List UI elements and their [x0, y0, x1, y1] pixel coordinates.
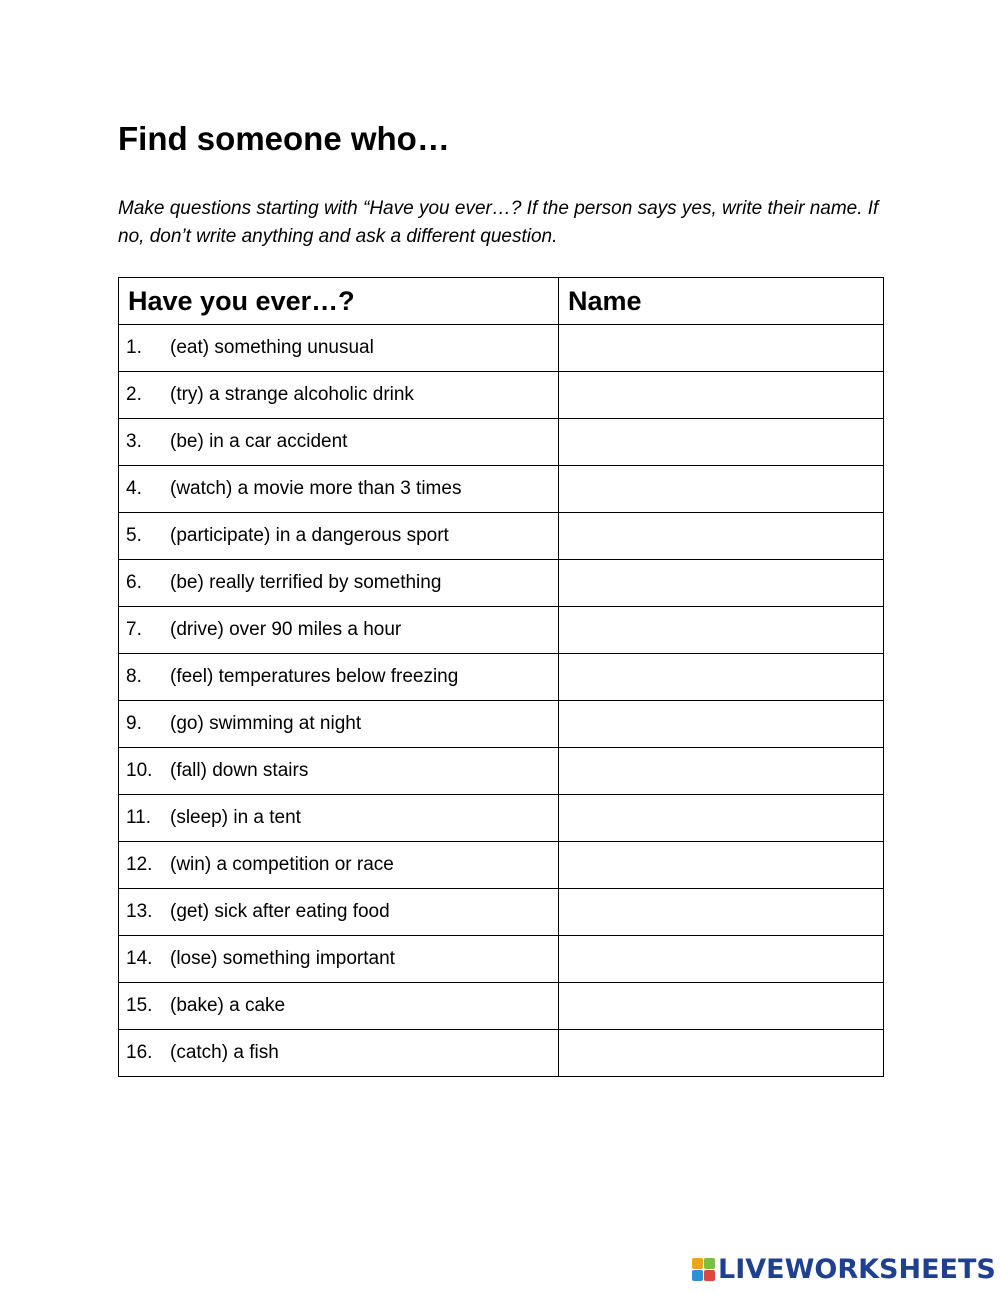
- question-number: 2.: [126, 384, 142, 405]
- question-cell: [119, 983, 559, 1030]
- table-row: [119, 513, 884, 560]
- name-answer-field[interactable]: [559, 419, 884, 466]
- question-text: (go) swimming at night: [170, 713, 362, 734]
- table-row: [119, 325, 884, 372]
- question-cell: [119, 325, 559, 372]
- question-cell: [119, 701, 559, 748]
- question-number: 14.: [126, 948, 153, 969]
- question-text: (try) a strange alcoholic drink: [170, 384, 414, 405]
- question-number: 7.: [126, 619, 142, 640]
- table-row: [119, 748, 884, 795]
- question-text: (be) really terrified by something: [170, 572, 442, 593]
- question-text: (feel) temperatures below freezing: [170, 666, 459, 687]
- name-answer-field[interactable]: [559, 560, 884, 607]
- name-answer-field[interactable]: [559, 654, 884, 701]
- table-body: [119, 325, 884, 1077]
- logo-square-4: [704, 1270, 715, 1281]
- liveworksheets-logo-icon: [692, 1258, 715, 1281]
- question-text: (watch) a movie more than 3 times: [170, 478, 462, 499]
- question-cell: [119, 1030, 559, 1077]
- question-number: 11.: [126, 807, 152, 828]
- question-number: 10.: [126, 760, 153, 781]
- header-name: Name: [559, 278, 884, 325]
- question-number: 9.: [126, 713, 142, 734]
- name-answer-field[interactable]: [559, 795, 884, 842]
- brand-name: LIVEWORKSHEETS: [718, 1253, 996, 1285]
- question-number: 4.: [126, 478, 142, 499]
- question-text: (fall) down stairs: [170, 760, 309, 781]
- question-text: (win) a competition or race: [170, 854, 394, 875]
- question-number: 8.: [126, 666, 142, 687]
- question-text: (be) in a car accident: [170, 431, 348, 452]
- name-answer-field[interactable]: [559, 748, 884, 795]
- table-header-row: [119, 278, 884, 325]
- name-answer-field[interactable]: [559, 842, 884, 889]
- question-cell: [119, 607, 559, 654]
- question-number: 3.: [126, 431, 142, 452]
- question-cell: [119, 889, 559, 936]
- table-row: [119, 654, 884, 701]
- logo-square-2: [704, 1258, 715, 1269]
- logo-square-1: [692, 1258, 703, 1269]
- question-text: (lose) something important: [170, 948, 395, 969]
- logo-square-3: [692, 1270, 703, 1281]
- question-cell: [119, 936, 559, 983]
- table-row: [119, 372, 884, 419]
- question-cell: [119, 513, 559, 560]
- question-text: (eat) something unusual: [170, 337, 374, 358]
- question-cell: [119, 560, 559, 607]
- question-number: 16.: [126, 1042, 153, 1063]
- question-text: (sleep) in a tent: [170, 807, 301, 828]
- question-text: (drive) over 90 miles a hour: [170, 619, 402, 640]
- name-answer-field[interactable]: [559, 466, 884, 513]
- question-number: 1.: [126, 337, 142, 358]
- question-cell: [119, 654, 559, 701]
- question-number: 13.: [126, 901, 153, 922]
- table-row: [119, 1030, 884, 1077]
- question-cell: [119, 795, 559, 842]
- table-row: [119, 795, 884, 842]
- question-text: (get) sick after eating food: [170, 901, 390, 922]
- find-someone-table: [118, 277, 884, 1077]
- question-text: (bake) a cake: [170, 995, 286, 1016]
- question-text: (participate) in a dangerous sport: [170, 525, 449, 546]
- name-answer-field[interactable]: [559, 701, 884, 748]
- question-cell: [119, 372, 559, 419]
- page-title: Find someone who…: [118, 120, 450, 157]
- question-cell: [119, 748, 559, 795]
- table-row: [119, 842, 884, 889]
- name-answer-field[interactable]: [559, 936, 884, 983]
- table-row: [119, 560, 884, 607]
- name-answer-field[interactable]: [559, 607, 884, 654]
- name-answer-field[interactable]: [559, 372, 884, 419]
- name-answer-field[interactable]: [559, 325, 884, 372]
- table-row: [119, 466, 884, 513]
- question-number: 6.: [126, 572, 142, 593]
- question-text: (catch) a fish: [170, 1042, 279, 1063]
- question-number: 15.: [126, 995, 153, 1016]
- instructions-text: Make questions starting with “Have you ever…? If the person says yes, write their name. If no, don’t write anything and ask a different question.: [118, 198, 879, 247]
- question-number: 5.: [126, 525, 142, 546]
- question-cell: [119, 419, 559, 466]
- name-answer-field[interactable]: [559, 1030, 884, 1077]
- name-answer-field[interactable]: [559, 983, 884, 1030]
- table-row: [119, 889, 884, 936]
- liveworksheets-brand: [692, 1254, 996, 1284]
- name-answer-field[interactable]: [559, 513, 884, 560]
- question-cell: [119, 842, 559, 889]
- table-row: [119, 983, 884, 1030]
- question-number: 12.: [126, 854, 153, 875]
- table-row: [119, 936, 884, 983]
- header-question: Have you ever…?: [119, 278, 559, 325]
- table-row: [119, 419, 884, 466]
- table-row: [119, 701, 884, 748]
- question-cell: [119, 466, 559, 513]
- table-row: [119, 607, 884, 654]
- name-answer-field[interactable]: [559, 889, 884, 936]
